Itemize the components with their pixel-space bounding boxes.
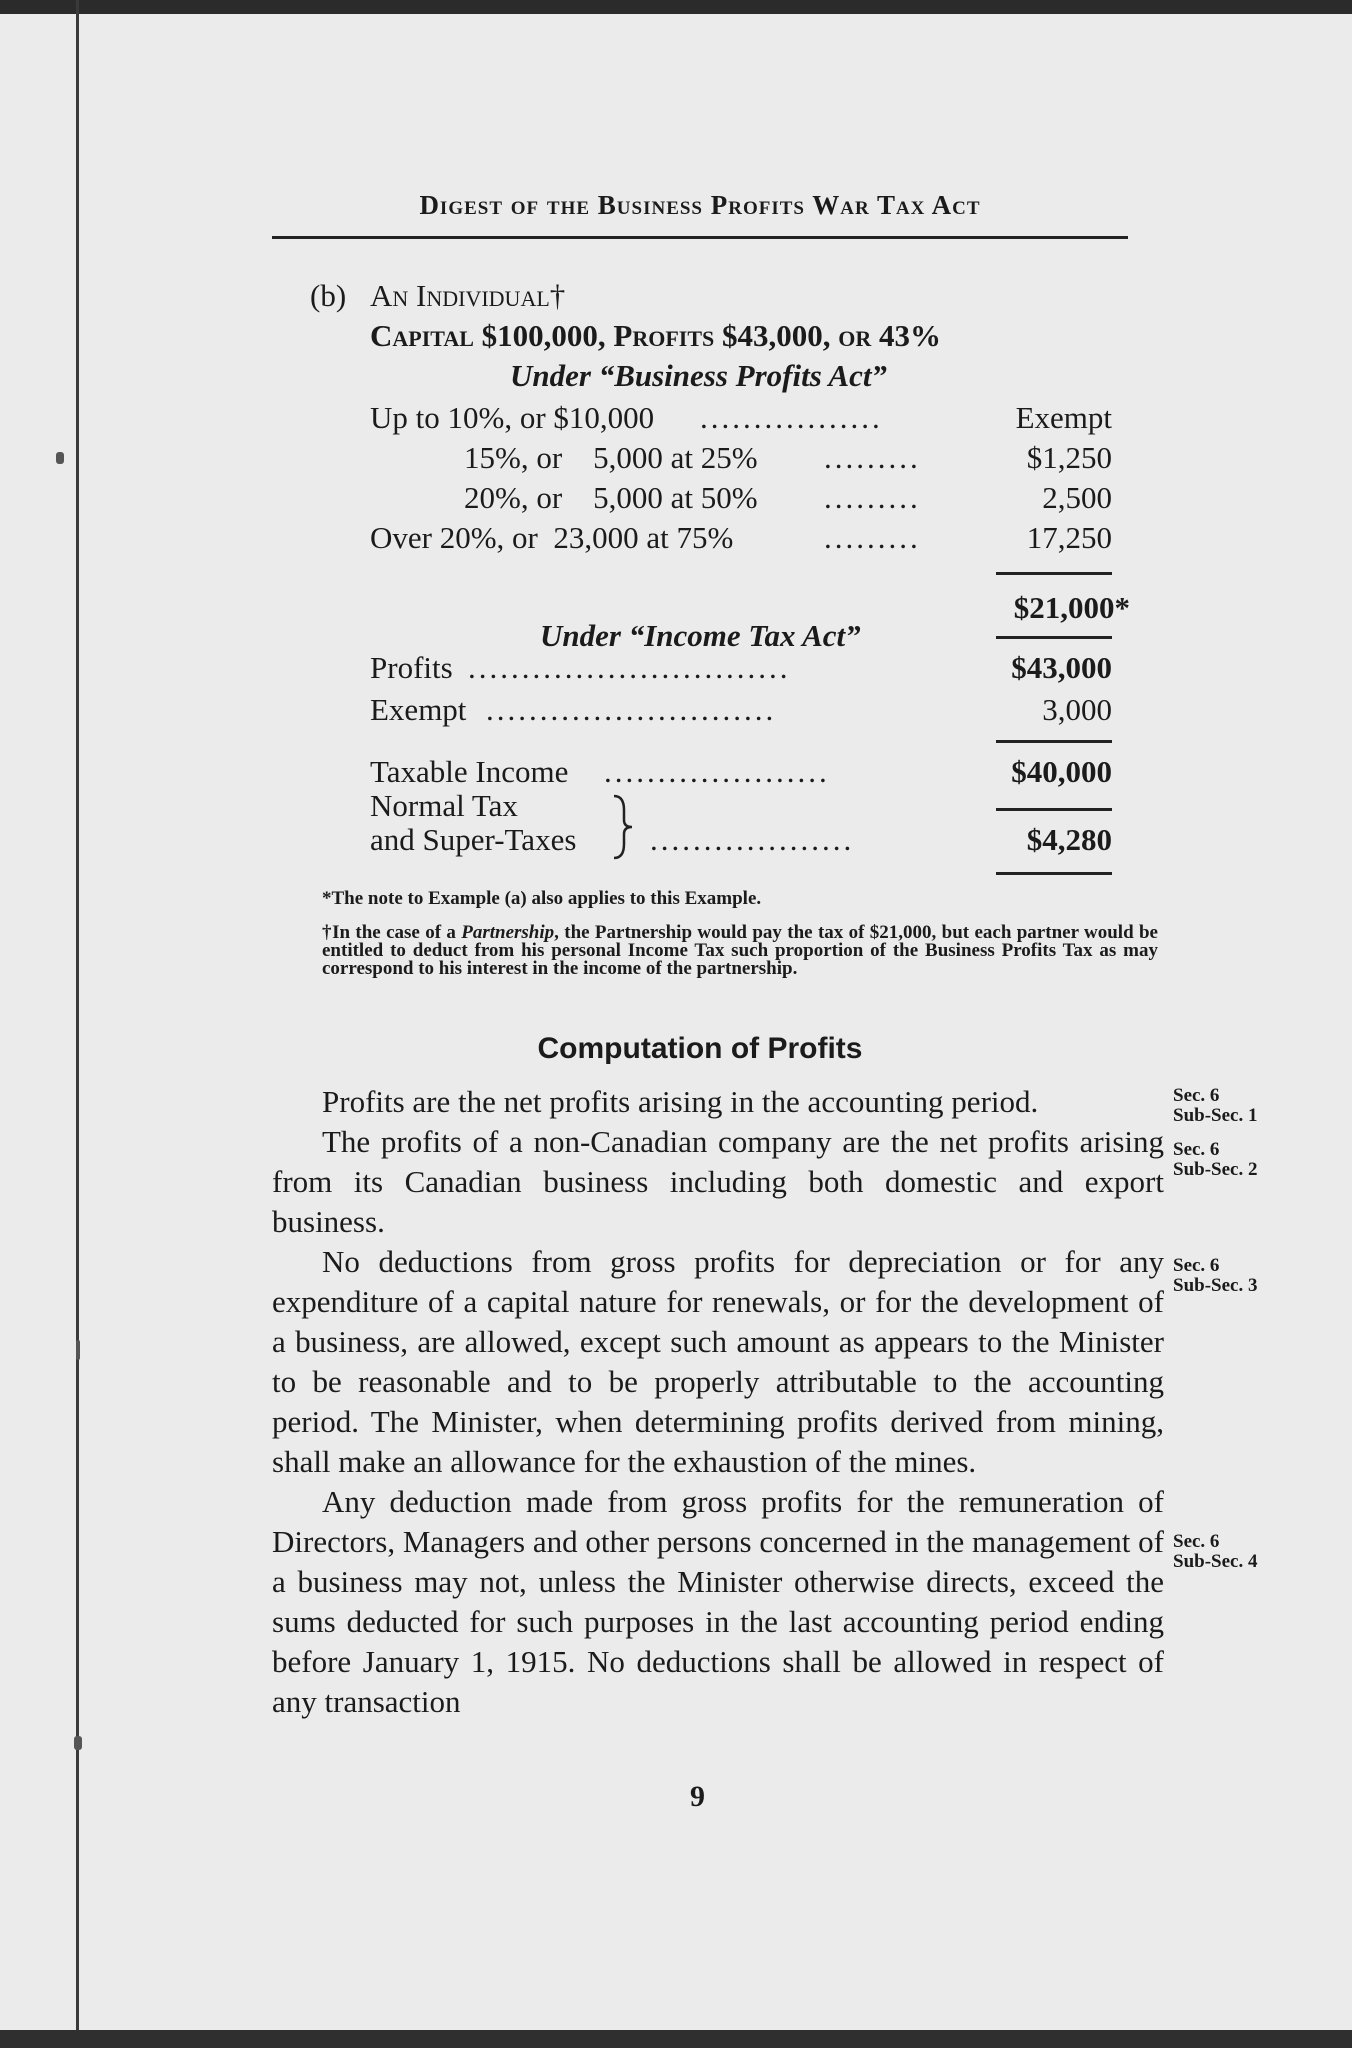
normal-tax-label: Normal Tax [370,788,518,823]
sum-rule [996,572,1112,575]
it-row-value: 3,000 [1042,692,1112,727]
example-subtitle: Capital $100,000, Profits $43,000, or 43% [370,318,941,353]
body-text [272,1082,1164,1722]
paragraph: The profits of a non-Canadian company are the net profits arising from its Canadian business including both domestic and export business. [272,1124,1164,1239]
sum-rule [996,636,1112,639]
running-header: Digest of the Business Profits War Tax Act [419,190,981,220]
bp-row-label: Over 20%, or 23,000 at 75% [370,520,734,555]
business-profits-heading: Under “Business Profits Act” [510,358,887,393]
super-taxes-label: and Super-Taxes [370,822,577,857]
taxable-income-label: Taxable Income [370,754,569,789]
sum-rule [996,872,1112,875]
dot-leader: ........................... [486,692,777,727]
paragraph: Any deduction made from gross profits for the remuneration of Directors, Managers and other persons concerned in the management of a business may not, unless the Minister otherwise directs, exceed the sums deducted for such purposes in the last accounting period ending before January 1, 1915. No deductions shall be allowed in respect of any transaction [272,1484,1164,1719]
dot-leader: ................... [650,822,855,857]
sum-rule [996,808,1112,811]
paragraph: No deductions from gross profits for depreciation or for any expenditure of a capital nature for renewals, or for the development of a business, are allowed, except such amount as appears to the Minister to be reasonable and to be properly attributable to the accounting period. The Minister, when determining profits derived from mining, shall make an allowance for the exhaustion of the mines. [272,1244,1164,1479]
dot-leader: ................. [700,400,883,435]
dot-leader: ......... [824,520,921,555]
margin-reference: Sec. 6 Sub-Sec. 2 [1173,1139,1258,1180]
bp-row-label: 20%, or 5,000 at 50% [464,480,758,515]
section-title: Computation of Profits [537,1032,863,1065]
it-row-label: Exempt [370,692,467,727]
example-title: An Individual† [370,278,566,313]
bp-row-label: Up to 10%, or $10,000 [370,400,655,435]
paragraph: Profits are the net profits arising in the accounting period. [322,1084,1039,1119]
margin-reference: Sec. 6 Sub-Sec. 3 [1173,1255,1258,1296]
margin-reference: Sec. 6 Sub-Sec. 4 [1173,1531,1258,1572]
footnote-dagger: †In the case of a Partnership, the Partnership would pay the tax of $21,000, but each partner would be entitled to deduct from his personal Income Tax such proportion of the Business Profits Tax as may correspond to his interest in the income of the partnership. [322,922,1158,979]
bp-row-value: $1,250 [1026,440,1112,475]
sum-rule [996,740,1112,743]
bp-row-value: Exempt [1015,400,1112,435]
income-tax-heading: Under “Income Tax Act” [540,618,861,653]
dot-leader: .............................. [468,650,791,685]
taxable-income-value: $40,000 [1011,754,1112,789]
bp-row-label: 15%, or 5,000 at 25% [464,440,758,475]
dot-leader: ..................... [604,754,830,789]
example-label: (b) [310,278,347,313]
dot-leader: ......... [824,480,921,515]
bp-total: $21,000* [1013,590,1130,625]
dot-leader: ......... [824,440,921,475]
it-row-value: $43,000 [1011,650,1112,685]
it-row-label: Profits [370,650,453,685]
brace-icon [610,794,636,860]
bp-row-value: 17,250 [1026,520,1112,555]
margin-reference: Sec. 6 Sub-Sec. 1 [1173,1085,1258,1126]
bp-row-value: 2,500 [1042,480,1112,515]
header-rule [272,236,1128,239]
page-number: 9 [690,1780,705,1813]
footnote-star: *The note to Example (a) also applies to this Example. [322,888,762,909]
tax-value: $4,280 [1026,822,1112,857]
